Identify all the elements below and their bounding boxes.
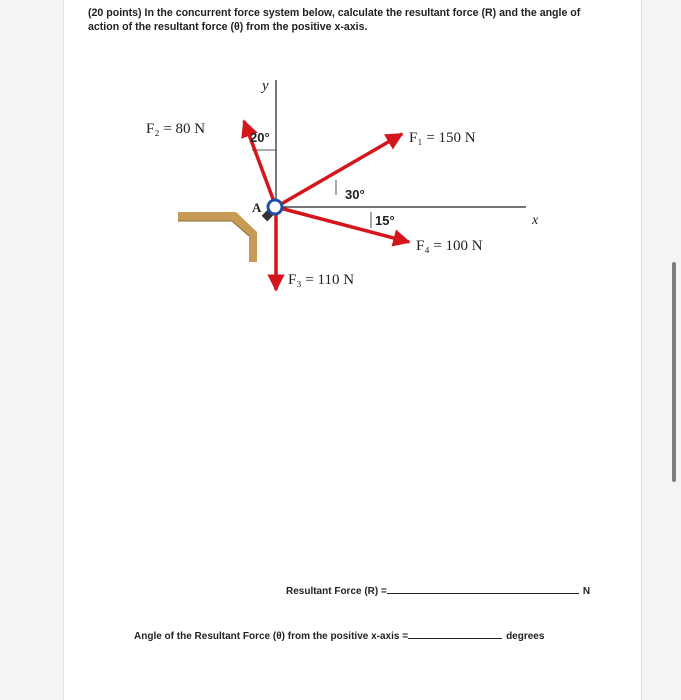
force-f1-arrow — [276, 134, 402, 207]
resultant-answer-row — [286, 584, 590, 597]
f3-label: F₃ = 110 N — [288, 272, 355, 288]
angle-unit: degrees — [506, 631, 545, 642]
angle-30-label: 30° — [345, 187, 365, 202]
resultant-unit: N — [582, 586, 591, 597]
angle-15-label: 15° — [375, 213, 395, 228]
pin-a — [268, 200, 282, 214]
angle-blank[interactable] — [408, 629, 502, 639]
wall-support — [178, 209, 274, 262]
x-axis-label: x — [532, 213, 539, 228]
point-a-label: A — [252, 200, 262, 215]
y-axis-label: y — [262, 78, 269, 94]
resultant-label: Resultant Force (R) = — [286, 586, 387, 597]
f4-label: F₄ = 100 N — [416, 238, 483, 254]
angle-answer-row — [134, 629, 544, 642]
question-text: (20 points) In the concurrent force system below, calculate the resultant force (R) and the angle of action of the resultant force (θ) from the positive x-axis. — [88, 7, 581, 33]
scrollbar[interactable] — [672, 262, 676, 482]
resultant-blank[interactable] — [387, 584, 579, 594]
angle-20-label: 20° — [250, 130, 270, 145]
f2-label: F₂ = 80 N — [146, 121, 206, 137]
angle-label: Angle of the Resultant Force (θ) from the positive x-axis = — [134, 631, 409, 642]
document-page — [63, 0, 642, 700]
f1-label: F₁ = 150 N — [409, 130, 476, 146]
